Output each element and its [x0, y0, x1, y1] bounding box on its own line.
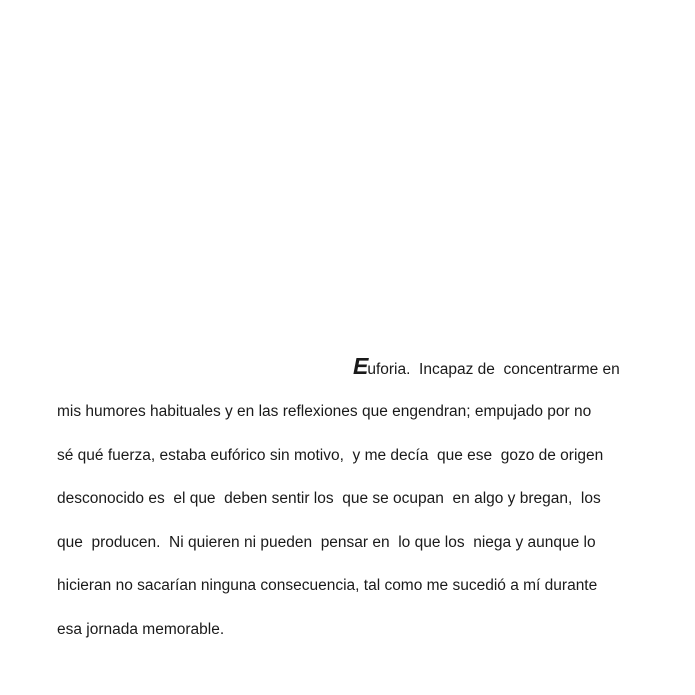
paragraph-line-1	[353, 352, 620, 380]
paragraph-line-3: sé qué fuerza, estaba eufórico sin motivo, y me decía que ese gozo de origen	[57, 447, 604, 464]
paragraph-line-7: esa jornada memorable.	[57, 621, 225, 638]
line-text: uforia. Incapaz de concentrarme en	[367, 361, 620, 378]
drop-cap: E	[353, 353, 368, 379]
paragraph-line-2: mis humores habituales y en las reflexiones que engendran; empujado por no	[57, 403, 592, 420]
paragraph-line-6: hicieran no sacarían ninguna consecuencia, tal como me sucedió a mí durante	[57, 577, 598, 594]
paragraph-line-5: que producen. Ni quieren ni pueden pensar en lo que los niega y aunque lo	[57, 534, 596, 551]
paragraph-line-4: desconocido es el que deben sentir los que se ocupan en algo y bregan, los	[57, 490, 601, 507]
